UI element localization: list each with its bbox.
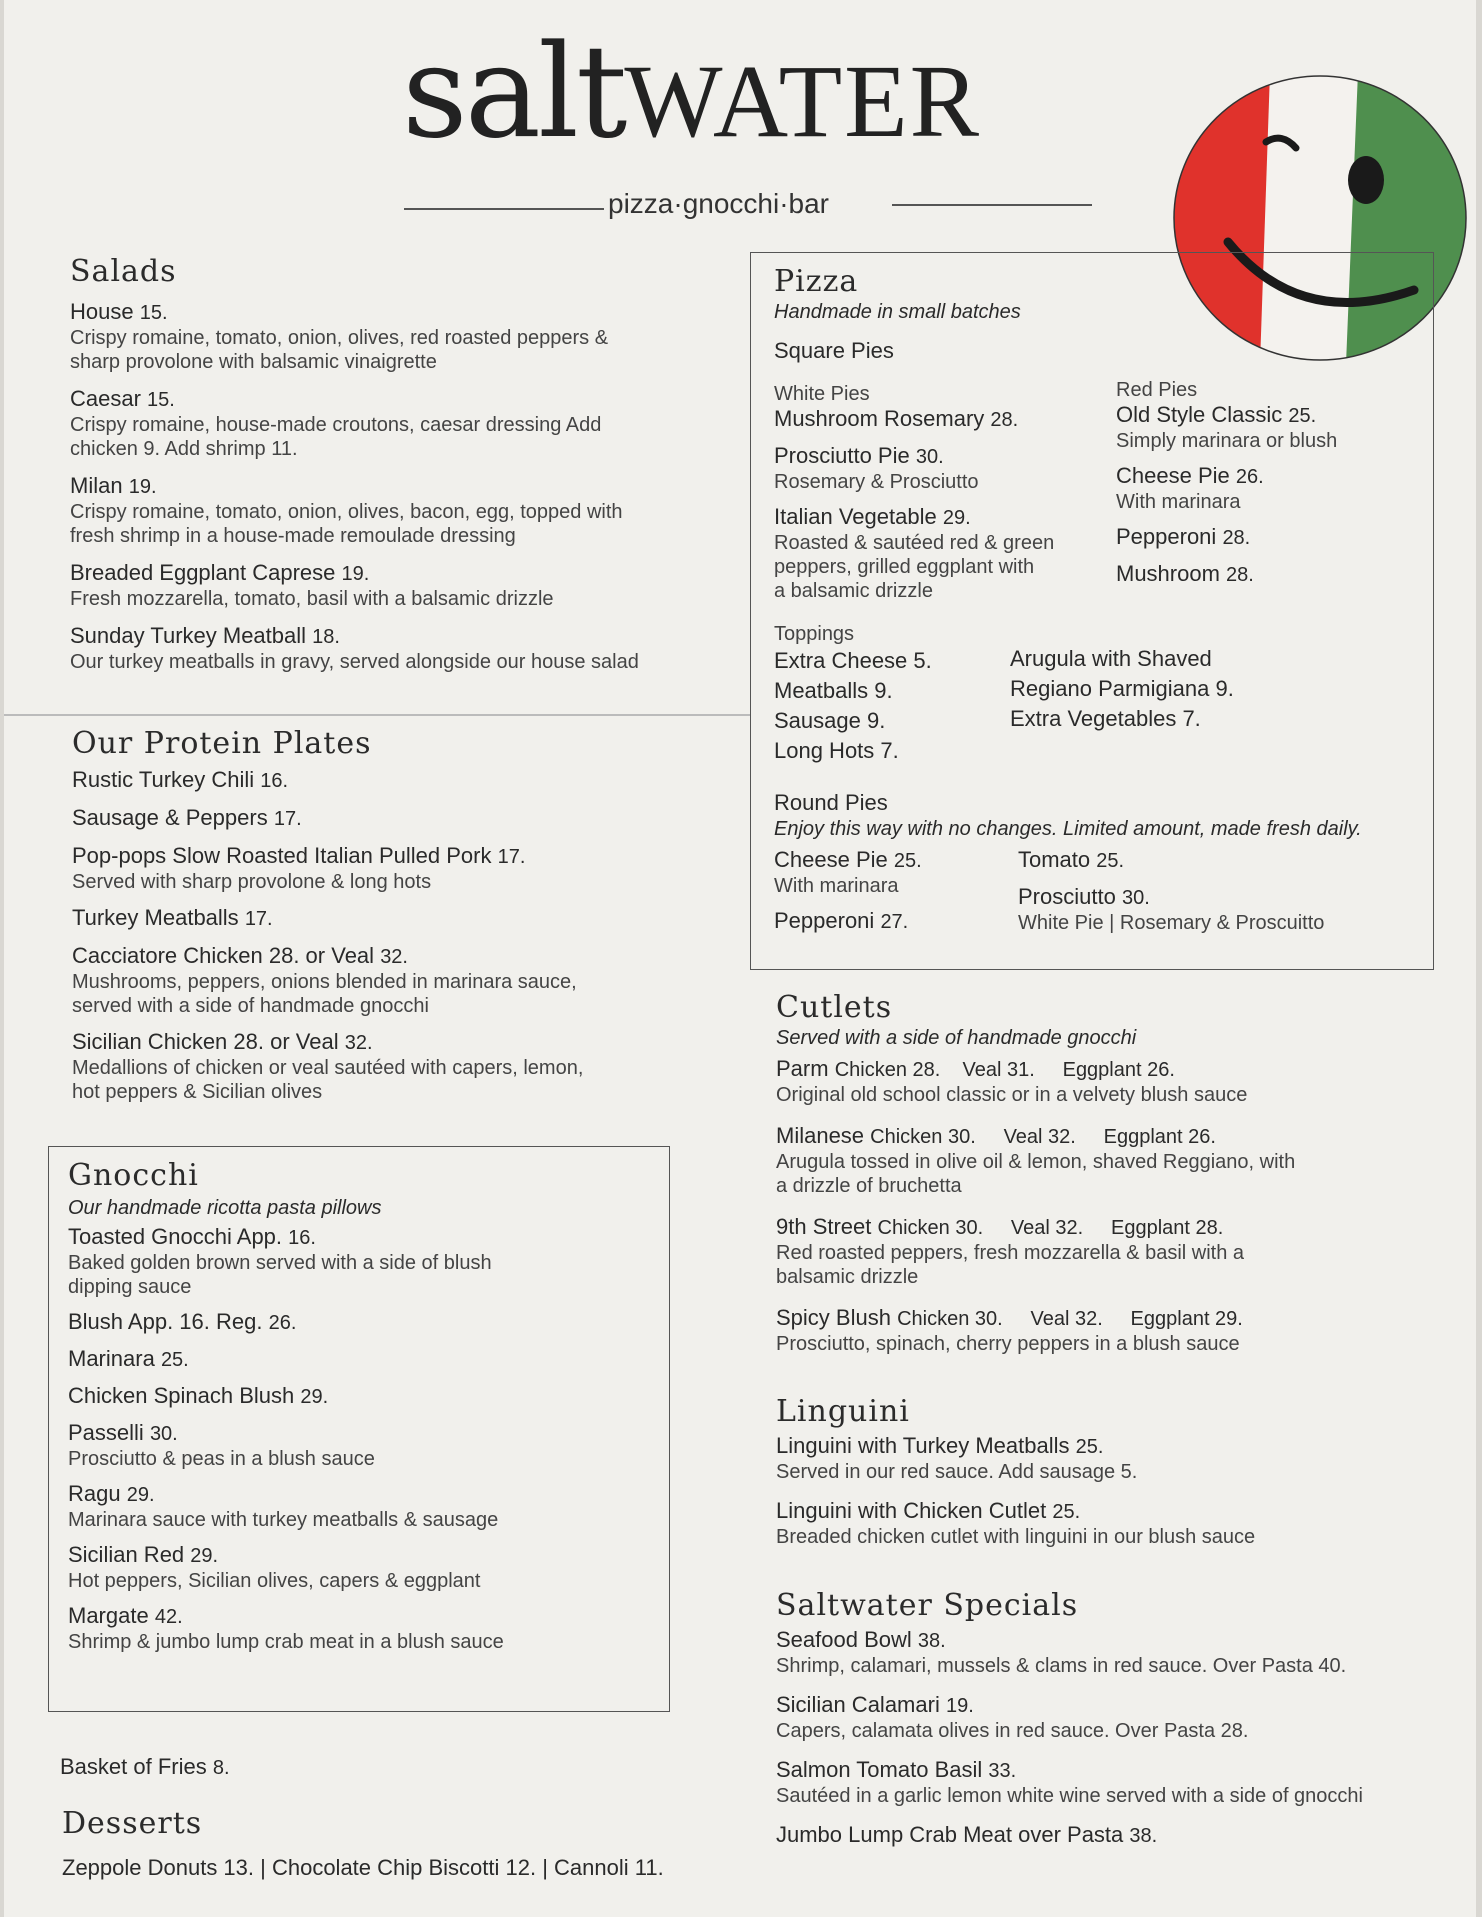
menu-item: [68, 1481, 668, 1532]
menu-item-name: Turkey Meatballs: [72, 905, 239, 930]
menu-item: [774, 406, 1094, 433]
salads-list: [70, 299, 750, 674]
linguini-list: [776, 1433, 1456, 1549]
menu-item: [774, 847, 922, 898]
menu-item: [774, 443, 1094, 494]
menu-item: [776, 1433, 1456, 1484]
menu-item: [72, 805, 752, 832]
gnocchi-list: [68, 1224, 668, 1654]
menu-item-name: Breaded Eggplant Caprese: [70, 560, 336, 585]
red-pies-label: Red Pies: [1116, 379, 1198, 401]
menu-item-description: Crispy romaine, tomato, onion, olives, bacon, egg, topped with: [70, 501, 623, 523]
menu-item-price: 28.: [990, 409, 1019, 431]
menu-item-title: [774, 443, 1094, 470]
menu-item-price: 15.: [139, 302, 168, 324]
menu-item-title: [776, 1305, 1456, 1332]
menu-item-price: 26.: [1235, 466, 1264, 488]
toppings-label: Toppings: [774, 623, 855, 645]
specials-section: [776, 1588, 1466, 1849]
menu-item-title: [70, 473, 750, 500]
menu-item: [776, 1692, 1466, 1743]
menu-item-name: Margate: [68, 1603, 149, 1628]
menu-item: [68, 1420, 668, 1471]
menu-item-description: Red roasted peppers, fresh mozzarella & basil with a: [776, 1242, 1245, 1264]
menu-item-description: With marinara: [774, 875, 899, 897]
menu-item-name: Pop-pops Slow Roasted Italian Pulled Pork: [72, 843, 492, 868]
menu-item-title: [1116, 524, 1436, 551]
menu-item-name: Passelli: [68, 1420, 144, 1445]
menu-item-title: [72, 905, 752, 932]
brand-logo: [402, 18, 981, 167]
cutlets-section: [776, 990, 1456, 1356]
salads-title: Salads: [70, 254, 177, 289]
menu-item-title: [774, 847, 922, 874]
menu-item: [70, 623, 750, 674]
menu-item-price: 25.: [160, 1349, 189, 1371]
linguini-section: [776, 1394, 1456, 1549]
menu-item-price: 30.: [1121, 887, 1150, 909]
menu-item-description: Shrimp & jumbo lump crab meat in a blush sauce: [68, 1631, 504, 1653]
menu-item-description: With marinara: [1116, 491, 1241, 513]
menu-item-title: [68, 1346, 668, 1373]
round-pies-title: Round Pies: [774, 790, 888, 815]
menu-item: [776, 1757, 1466, 1808]
round-pies-left-list: [774, 847, 922, 935]
menu-item-title: [68, 1383, 668, 1410]
menu-item: [1116, 463, 1436, 514]
topping-item: Meatballs 9.: [774, 678, 893, 703]
menu-item-price: 25.: [893, 850, 922, 872]
menu-item-description: Shrimp, calamari, mussels & clams in red sauce. Over Pasta 40.: [776, 1655, 1347, 1677]
pizza-title: Pizza: [774, 264, 859, 299]
topping-item: Extra Cheese 5.: [774, 648, 932, 673]
protein-list: [72, 767, 752, 1104]
menu-item-name: Caesar: [70, 386, 141, 411]
menu-item-price: 19.: [128, 476, 157, 498]
menu-item-description: dipping sauce: [68, 1276, 192, 1298]
menu-item-title: [68, 1603, 668, 1630]
square-pies-title: Square Pies: [774, 338, 894, 363]
menu-item-description: Hot peppers, Sicilian olives, capers & eggplant: [68, 1570, 481, 1592]
menu-item-name: 9th Street: [776, 1214, 872, 1239]
brand-name-lower: salt: [402, 18, 625, 167]
menu-item: [68, 1346, 668, 1373]
menu-item-description: a drizzle of bruchetta: [776, 1175, 962, 1197]
menu-item-title: [776, 1757, 1466, 1784]
menu-item-price: 17.: [244, 908, 273, 930]
menu-item-title: [1018, 847, 1324, 874]
menu-item-name: Italian Vegetable: [774, 504, 937, 529]
menu-item-title: [68, 1542, 668, 1569]
menu-item-name: Pepperoni: [774, 908, 875, 933]
menu-item-name: Spicy Blush: [776, 1305, 891, 1330]
menu-item-title: [774, 908, 922, 935]
topping-item: Extra Vegetables 7.: [1010, 706, 1201, 731]
gnocchi-section: [68, 1158, 668, 1654]
menu-item-name: Tomato: [1018, 847, 1091, 872]
menu-item-description: Baked golden brown served with a side of blush: [68, 1252, 492, 1274]
menu-item-description: Marinara sauce with turkey meatballs & sausage: [68, 1509, 499, 1531]
menu-item-description: Our turkey meatballs in gravy, served alongside our house salad: [70, 651, 639, 673]
menu-item-name: Chicken Spinach Blush: [68, 1383, 295, 1408]
cutlets-list: [776, 1056, 1456, 1356]
menu-item-description: served with a side of handmade gnocchi: [72, 995, 429, 1017]
menu-item: [774, 908, 922, 935]
menu-item-title: [72, 1029, 752, 1056]
menu-item-description: fresh shrimp in a house-made remoulade dressing: [70, 525, 516, 547]
menu-item-title: [776, 1498, 1456, 1525]
menu-item-price: 29.: [300, 1386, 329, 1408]
menu-item-price: 16.: [260, 770, 289, 792]
menu-item-title: [72, 805, 752, 832]
menu-item-name: Jumbo Lump Crab Meat over Pasta: [776, 1822, 1124, 1847]
menu-item: [776, 1056, 1456, 1107]
fries-name: Basket of Fries: [60, 1754, 207, 1779]
menu-item: [68, 1603, 668, 1654]
protein-section: [72, 726, 752, 1104]
menu-item-title: [776, 1692, 1466, 1719]
fries-price: 8.: [212, 1757, 230, 1779]
menu-item: [1018, 847, 1324, 874]
menu-item: [776, 1627, 1466, 1678]
menu-item: [68, 1542, 668, 1593]
menu-item-title: [68, 1420, 668, 1447]
menu-item-title: [776, 1433, 1456, 1460]
menu-item-options: Chicken 28. Veal 31. Eggplant 26.: [834, 1059, 1175, 1081]
brand-name-upper: WATER: [624, 44, 982, 159]
menu-item: [68, 1383, 668, 1410]
topping-item: Sausage 9.: [774, 708, 886, 733]
specials-title: Saltwater Specials: [776, 1588, 1079, 1623]
menu-item-title: [776, 1822, 1466, 1849]
menu-item-description: a balsamic drizzle: [774, 580, 933, 602]
linguini-title: Linguini: [776, 1394, 910, 1429]
menu-item-description: Prosciutto, spinach, cherry peppers in a blush sauce: [776, 1333, 1240, 1355]
red-pies-column: [1116, 378, 1436, 588]
menu-item-title: [70, 299, 750, 326]
pizza-subtitle: Handmade in small batches: [774, 301, 1021, 323]
menu-item-description: peppers, grilled eggplant with: [774, 556, 1035, 578]
menu-item: [1116, 402, 1436, 453]
menu-item-name: Mushroom Rosemary: [774, 406, 985, 431]
menu-item-description: Prosciutto & peas in a blush sauce: [68, 1448, 375, 1470]
menu-item-price: 29.: [126, 1484, 155, 1506]
fries-item: [60, 1754, 230, 1781]
white-pies-list: [774, 406, 1094, 603]
menu-item: [72, 1029, 752, 1104]
menu-item-name: Parm: [776, 1056, 829, 1081]
brand-tagline: pizza·gnocchi·bar: [608, 188, 829, 219]
menu-item-price: 30.: [149, 1423, 178, 1445]
menu-item-description: hot peppers & Sicilian olives: [72, 1081, 323, 1103]
menu-item-name: Cheese Pie: [1116, 463, 1230, 488]
menu-item: [70, 299, 750, 374]
menu-item-title: [1116, 463, 1436, 490]
menu-item-description: Rosemary & Prosciutto: [774, 471, 979, 493]
topping-item: Arugula with Shaved: [1010, 646, 1212, 671]
menu-item-price: 25.: [1075, 1436, 1104, 1458]
menu-item-name: Sunday Turkey Meatball: [70, 623, 307, 648]
menu-item-description: Served in our red sauce. Add sausage 5.: [776, 1461, 1138, 1483]
menu-item-title: [68, 1481, 668, 1508]
menu-item-title: [72, 843, 752, 870]
menu-item: [72, 843, 752, 894]
menu-item-name: Milanese: [776, 1123, 865, 1148]
menu-item: [68, 1309, 668, 1336]
menu-item: [1116, 524, 1436, 551]
desserts-section: [62, 1806, 762, 1881]
menu-item-price: 29.: [942, 507, 971, 529]
menu-item: [72, 905, 752, 932]
protein-title: Our Protein Plates: [72, 726, 372, 761]
menu-item-description: Mushrooms, peppers, onions blended in marinara sauce,: [72, 971, 577, 993]
menu-item: [776, 1214, 1456, 1289]
menu-item: [1116, 561, 1436, 588]
menu-item-name: Seafood Bowl: [776, 1627, 912, 1652]
menu-item-price: 28.: [1222, 527, 1251, 549]
topping-item: Regiano Parmigiana 9.: [1010, 676, 1234, 701]
menu-item-price: 25.: [1052, 1501, 1081, 1523]
menu-item-title: [68, 1309, 668, 1336]
cutlets-subtitle: Served with a side of handmade gnocchi: [776, 1027, 1137, 1049]
menu-item-options: Chicken 30. Veal 32. Eggplant 28.: [877, 1217, 1224, 1239]
menu-item-description: Simply marinara or blush: [1116, 430, 1338, 452]
menu-page: [4, 0, 1476, 1917]
menu-item-description: Medallions of chicken or veal sautéed with capers, lemon,: [72, 1057, 584, 1079]
menu-item-price: 26.: [268, 1312, 297, 1334]
tagline-rule-right: [892, 204, 1092, 206]
menu-item: [774, 504, 1094, 603]
menu-item-name: Mushroom: [1116, 561, 1220, 586]
menu-item-name: Sausage & Peppers: [72, 805, 268, 830]
menu-item-price: 29.: [190, 1545, 219, 1567]
round-pies-note: Enjoy this way with no changes. Limited amount, made fresh daily.: [774, 818, 1362, 840]
menu-item-name: Old Style Classic: [1116, 402, 1283, 427]
menu-item-description: Fresh mozzarella, tomato, basil with a balsamic drizzle: [70, 588, 554, 610]
gnocchi-title: Gnocchi: [68, 1158, 199, 1193]
round-pies-section: [774, 790, 1434, 934]
menu-item-name: Linguini with Turkey Meatballs: [776, 1433, 1070, 1458]
menu-item-name: Rustic Turkey Chili: [72, 767, 255, 792]
white-pies-column: [774, 382, 1094, 603]
menu-item: [776, 1498, 1456, 1549]
menu-item: [776, 1822, 1466, 1849]
menu-item-price: 28.: [1226, 564, 1254, 586]
menu-item-name: Prosciutto Pie: [774, 443, 910, 468]
menu-item-title: [70, 623, 750, 650]
menu-item: [1018, 884, 1324, 935]
menu-item-name: Toasted Gnocchi App.: [68, 1224, 283, 1249]
menu-item-title: [776, 1123, 1456, 1150]
topping-item: Long Hots 7.: [774, 738, 899, 763]
menu-item-title: [776, 1214, 1456, 1241]
red-pies-list: [1116, 402, 1436, 588]
menu-item-price: 42.: [154, 1606, 183, 1628]
menu-item-description: Roasted & sautéed red & green: [774, 532, 1055, 554]
menu-item-title: [776, 1056, 1456, 1083]
menu-item-description: Arugula tossed in olive oil & lemon, shaved Reggiano, with: [776, 1151, 1296, 1173]
menu-item-price: 32.: [344, 1032, 373, 1054]
menu-item-title: [1018, 884, 1324, 911]
menu-item-name: Ragu: [68, 1481, 121, 1506]
menu-item-name: Sicilian Red: [68, 1542, 185, 1567]
menu-item-title: [70, 386, 750, 413]
salads-divider: [4, 714, 750, 716]
menu-item-price: 19.: [341, 563, 370, 585]
menu-item: [72, 767, 752, 794]
desserts-title: Desserts: [62, 1806, 203, 1841]
menu-item-price: 38.: [1129, 1825, 1158, 1847]
menu-item-title: [1116, 402, 1436, 429]
menu-item-price: 15.: [147, 389, 175, 411]
menu-item-options: Chicken 30. Veal 32. Eggplant 26.: [870, 1126, 1216, 1148]
menu-item-title: [70, 560, 750, 587]
menu-item-description: balsamic drizzle: [776, 1266, 919, 1288]
tagline-rule-left: [404, 208, 604, 210]
cutlets-title: Cutlets: [776, 990, 893, 1025]
menu-item-title: [776, 1627, 1466, 1654]
menu-item-description: Sautéed in a garlic lemon white wine served with a side of gnocchi: [776, 1785, 1363, 1807]
menu-item-description: Crispy romaine, tomato, onion, olives, red roasted peppers &: [70, 327, 609, 349]
menu-item-description: Served with sharp provolone & long hots: [72, 871, 432, 893]
menu-item: [68, 1224, 668, 1299]
menu-item-description: Original old school classic or in a velvety blush sauce: [776, 1084, 1248, 1106]
menu-item-price: 30.: [915, 446, 944, 468]
menu-item-name: Cacciatore Chicken 28. or Veal: [72, 943, 375, 968]
menu-item-description: chicken 9. Add shrimp 11.: [70, 438, 298, 460]
menu-item-options: Chicken 30. Veal 32. Eggplant 29.: [897, 1308, 1243, 1330]
menu-item: [70, 386, 750, 461]
specials-list: [776, 1627, 1466, 1849]
menu-item: [72, 943, 752, 1018]
menu-item-title: [72, 943, 752, 970]
menu-item-description: sharp provolone with balsamic vinaigrette: [70, 351, 437, 373]
menu-item-price: 17.: [273, 808, 302, 830]
menu-item-name: Blush App. 16. Reg.: [68, 1309, 263, 1334]
toppings-section: [774, 622, 1424, 776]
pizza-section: [774, 264, 1424, 364]
menu-item-name: Marinara: [68, 1346, 155, 1371]
menu-item-price: 33.: [988, 1760, 1017, 1782]
desserts-line: Zeppole Donuts 13. | Chocolate Chip Biscotti 12. | Cannoli 11.: [62, 1855, 664, 1880]
menu-item-description: Breaded chicken cutlet with linguini in our blush sauce: [776, 1526, 1256, 1548]
menu-item: [70, 560, 750, 611]
menu-item-price: 19.: [945, 1695, 974, 1717]
menu-item-price: 16.: [288, 1227, 316, 1249]
menu-item-title: [774, 504, 1094, 531]
menu-item: [776, 1123, 1456, 1198]
menu-item-description: White Pie | Rosemary & Proscuitto: [1018, 912, 1325, 934]
menu-item: [776, 1305, 1456, 1356]
round-pies-right-list: [1018, 847, 1324, 935]
menu-item-price: 17.: [497, 846, 526, 868]
menu-item-name: Milan: [70, 473, 123, 498]
toppings-right-list: [1010, 646, 1234, 732]
white-pies-label: White Pies: [774, 383, 870, 405]
menu-item-price: 27.: [880, 911, 909, 933]
menu-item-title: [68, 1224, 668, 1251]
menu-item-title: [72, 767, 752, 794]
gnocchi-subtitle: Our handmade ricotta pasta pillows: [68, 1197, 382, 1219]
menu-item-name: Cheese Pie: [774, 847, 888, 872]
menu-item-price: 25.: [1096, 850, 1125, 872]
menu-item-description: Capers, calamata olives in red sauce. Over Pasta 28.: [776, 1720, 1249, 1742]
menu-item-title: [774, 406, 1094, 433]
menu-item: [70, 473, 750, 548]
menu-item-description: Crispy romaine, house-made croutons, caesar dressing Add: [70, 414, 602, 436]
menu-item-name: Prosciutto: [1018, 884, 1116, 909]
toppings-left-list: [774, 648, 932, 764]
menu-item-name: Pepperoni: [1116, 524, 1217, 549]
menu-item-title: [1116, 561, 1436, 588]
menu-item-price: 18.: [312, 626, 340, 648]
menu-item-price: 25.: [1288, 405, 1317, 427]
menu-item-name: House: [70, 299, 134, 324]
menu-item-price: 32.: [380, 946, 408, 968]
menu-item-price: 38.: [917, 1630, 946, 1652]
menu-item-name: Sicilian Chicken 28. or Veal: [72, 1029, 339, 1054]
salads-section: [70, 254, 750, 674]
menu-item-name: Sicilian Calamari: [776, 1692, 940, 1717]
menu-item-name: Salmon Tomato Basil: [776, 1757, 983, 1782]
menu-item-name: Linguini with Chicken Cutlet: [776, 1498, 1047, 1523]
